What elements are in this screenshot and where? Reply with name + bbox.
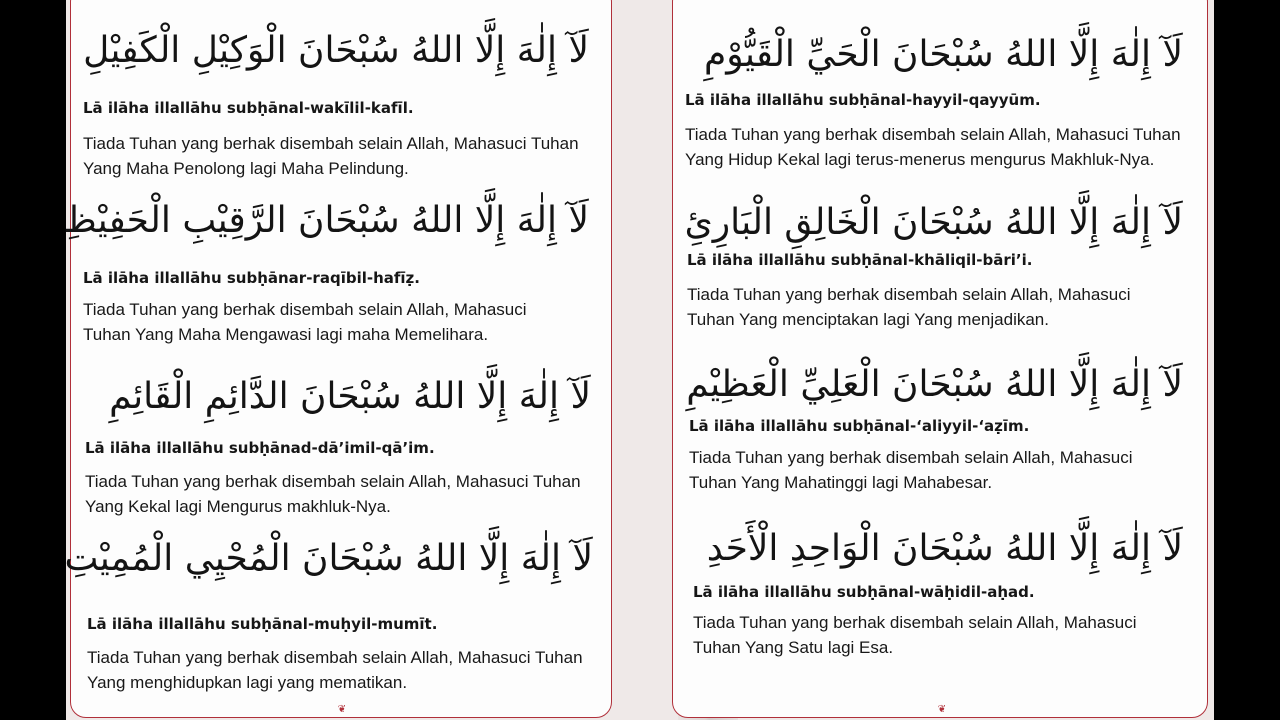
translation-line: Tuhan Yang menciptakan lagi Yang menjadikan.: [687, 310, 1049, 329]
translation-line: Tiada Tuhan yang berhak disembah selain Allah, Mahasuci Tuhan: [685, 125, 1181, 144]
arabic-text: لَآ إِلٰهَ إِلَّا اللهُ سُبْحَانَ الْوَاحِدِ الْأَحَدِ: [706, 528, 1183, 569]
translation-line: Tuhan Yang Maha Mengawasi lagi maha Memelihara.: [83, 325, 489, 344]
transliteration: Lā ilāha illallāhu subḥānal-wāḥidil-aḥad.: [693, 583, 1035, 601]
translation-line: Yang Kekal lagi Mengurus makhluk-Nya.: [85, 497, 391, 516]
translation: [85, 469, 605, 519]
translation-line: Yang Hidup Kekal lagi terus-menerus mengurus Makhluk-Nya.: [685, 150, 1155, 169]
arabic-text: لَآ إِلٰهَ إِلَّا اللهُ سُبْحَانَ الْمُحْيِي الْمُمِيْتِ: [64, 538, 593, 579]
translation: [87, 645, 607, 695]
translation: [687, 282, 1207, 332]
transliteration: Lā ilāha illallāhu subḥānal-hayyil-qayyūm.: [685, 91, 1041, 109]
translation-line: Tuhan Yang Satu lagi Esa.: [693, 638, 894, 657]
translation: [83, 297, 603, 347]
arabic-text: لَآ إِلٰهَ إِلَّا اللهُ سُبْحَانَ الْحَيِّ الْقَيُّوْمِ: [703, 34, 1183, 75]
translation: [685, 122, 1205, 172]
translation: [689, 445, 1209, 495]
translation-line: Tiada Tuhan yang berhak disembah selain Allah, Mahasuci: [689, 448, 1133, 467]
translation-line: Tiada Tuhan yang berhak disembah selain Allah, Mahasuci: [687, 285, 1131, 304]
right-page: [672, 0, 1208, 718]
arabic-text: لَآ إِلٰهَ إِلَّا اللهُ سُبْحَانَ الْعَلِيِّ الْعَظِيْمِ: [686, 364, 1183, 405]
transliteration: Lā ilāha illallāhu subḥānar-raqībil-hafīẓ.: [83, 269, 420, 287]
page-ornament: ❦: [937, 704, 947, 715]
translation-line: Yang Maha Penolong lagi Maha Pelindung.: [83, 159, 409, 178]
translation-line: Tuhan Yang Mahatinggi lagi Mahabesar.: [689, 473, 993, 492]
translation: [693, 610, 1213, 660]
transliteration: Lā ilāha illallāhu subḥānal-‘aliyyil-‘aẓīm.: [689, 417, 1030, 435]
translation-line: Tiada Tuhan yang berhak disembah selain Allah, Mahasuci: [693, 613, 1137, 632]
transliteration: Lā ilāha illallāhu subḥānal-khāliqil-bāri’i.: [687, 251, 1033, 269]
translation-line: Tiada Tuhan yang berhak disembah selain Allah, Mahasuci Tuhan: [87, 648, 583, 667]
arabic-text: لَآ إِلٰهَ إِلَّا اللهُ سُبْحَانَ الْوَكِيْلِ الْكَفِيْلِ: [83, 30, 589, 71]
translation-line: Tiada Tuhan yang berhak disembah selain Allah, Mahasuci Tuhan: [85, 472, 581, 491]
left-page: [63, 0, 612, 718]
translation-line: Tiada Tuhan yang berhak disembah selain Allah, Mahasuci: [83, 300, 527, 319]
transliteration: Lā ilāha illallāhu subḥānal-muḥyil-mumīt.: [87, 615, 438, 633]
page-ornament: ❦: [337, 704, 347, 715]
arabic-text: لَآ إِلٰهَ إِلَّا اللهُ سُبْحَانَ الدَّائِمِ الْقَائِمِ: [109, 376, 591, 417]
translation-line: Yang menghidupkan lagi yang mematikan.: [87, 673, 408, 692]
arabic-text: لَآ إِلٰهَ إِلَّا اللهُ سُبْحَانَ الرَّقِيْبِ الْحَفِيْظِ: [63, 200, 589, 241]
translation-line: Tiada Tuhan yang berhak disembah selain Allah, Mahasuci Tuhan: [83, 134, 579, 153]
translation: [83, 131, 603, 181]
transliteration: Lā ilāha illallāhu subḥānal-wakīlil-kafīl.: [83, 99, 414, 117]
transliteration: Lā ilāha illallāhu subḥānad-dā’imil-qā’im.: [85, 439, 435, 457]
arabic-text: لَآ إِلٰهَ إِلَّا اللهُ سُبْحَانَ الْخَالِقِ الْبَارِئِ: [684, 202, 1183, 243]
